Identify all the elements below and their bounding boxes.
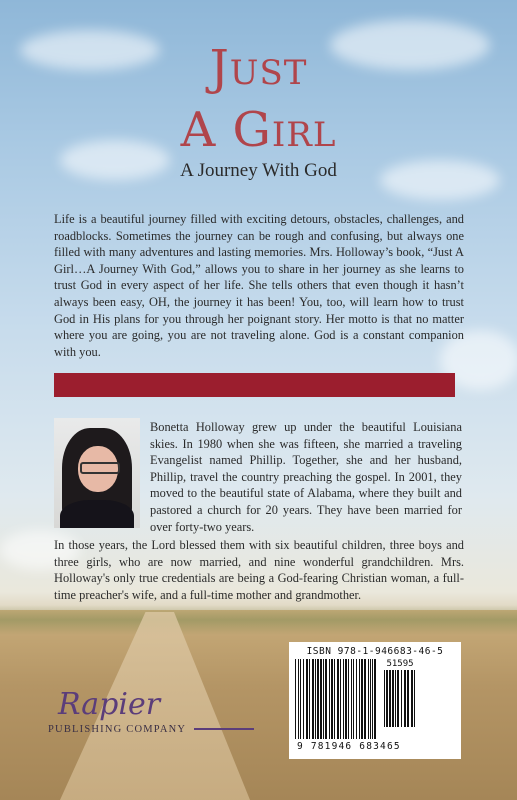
book-title-line1: Just — [209, 40, 308, 96]
red-divider-bar — [54, 373, 455, 397]
author-bio-part2: In those years, the Lord blessed them with six beautiful children, three boys and three girls, who are now married, and nine wonderful grandchildren. Mrs. Holloway's only true credentials are being a God-fearing Christian woman, a full-time preacher's wife, and a full-time mother and grandmother. — [54, 538, 464, 602]
grass-band — [0, 605, 517, 635]
isbn-barcode — [289, 642, 461, 759]
publisher-name: Rapier — [58, 687, 161, 722]
publisher-logo — [44, 688, 214, 735]
book-subtitle: A Journey With God — [180, 160, 337, 181]
isbn-text: ISBN 978-1-946683-46-5 — [306, 646, 444, 657]
book-blurb: Life is a beautiful journey filled with exciting detours, obstacles, challenges, and roadblocks. Sometimes the journey can be rough and confusing, but always one filled with many adventures and lasting memories. Mrs. Holloway’s book, “Just A Girl…A Journey With God,” allows you to share in her journey as she learns to trust God in every aspect of her life. She tells others that even though it hasn’t always been easy, OH, the journey it has been! You, too, will learn how to trust God in His plans for you through her poignant story. Her motto is that no matter where you are going, you are not traveling alone. God is a constant companion with you. — [54, 212, 464, 359]
barcode-bars — [295, 659, 378, 739]
barcode-number: 9 781946 683465 — [297, 741, 401, 752]
author-bio-part1: Bonetta Holloway grew up under the beautiful Louisiana skies. In 1980 when she was fifteen, she married a traveling Evangelist named Phillip. Together, she and her husband, Phillip, travel the country preaching the gospel. In 2001, they moved to the beautiful state of Alabama, where they built and pastored a church for 20 years. They have been married for over forty-two years. — [150, 420, 462, 534]
author-photo — [54, 418, 140, 528]
barcode-addon — [384, 659, 416, 727]
sword-icon — [194, 728, 254, 730]
publisher-subtitle: PUBLISHING COMPANY — [48, 724, 187, 735]
book-title-line2: A Girl — [180, 102, 337, 158]
barcode-addon-number: 51595 — [386, 659, 414, 669]
